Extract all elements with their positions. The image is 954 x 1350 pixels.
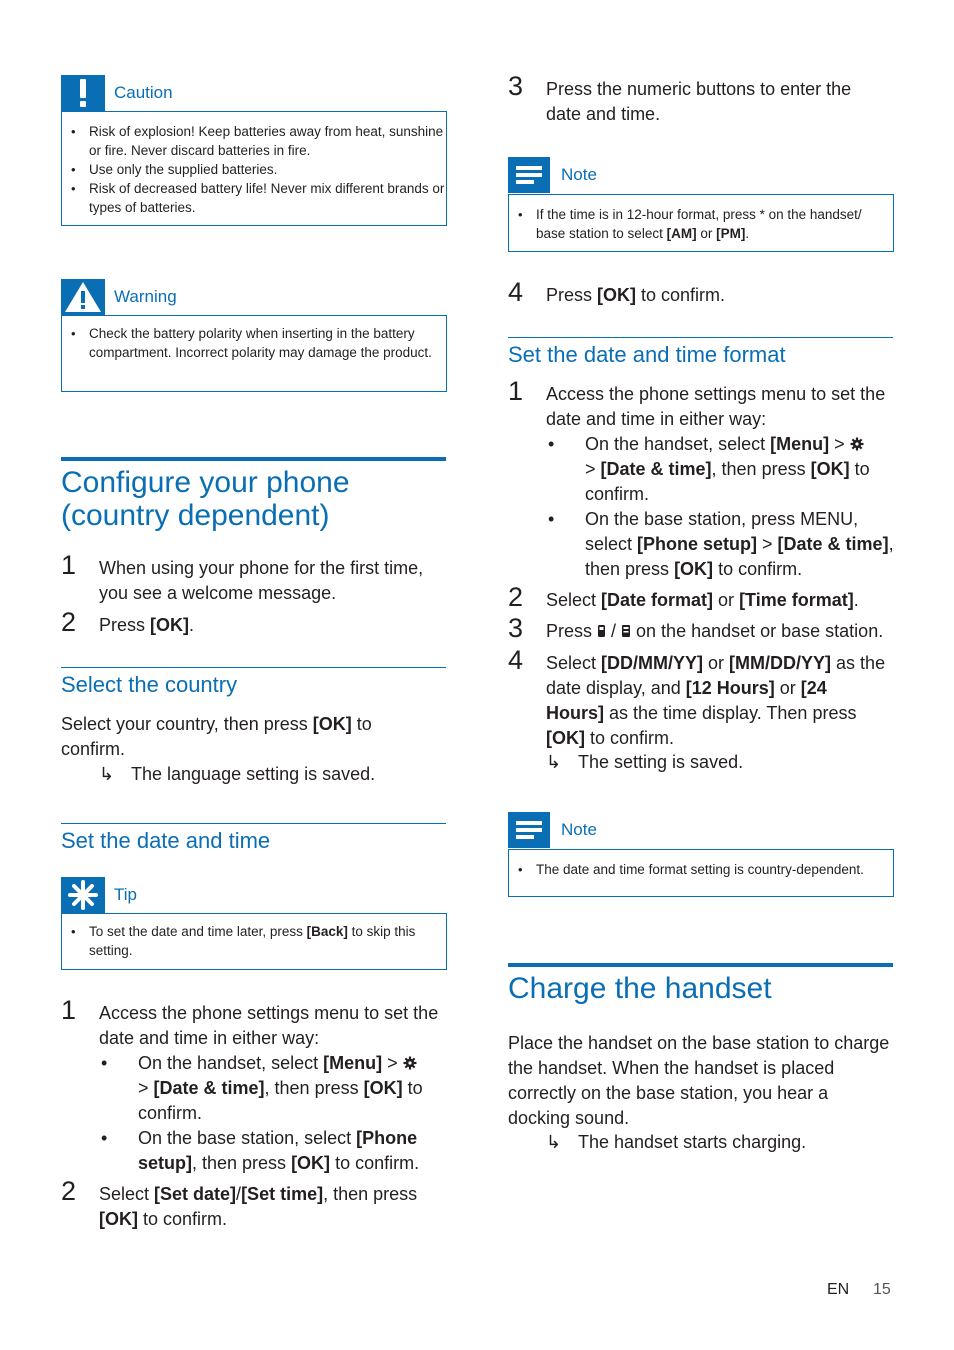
exclamation-icon [61, 75, 105, 111]
text: to confirm. [585, 728, 675, 748]
bullet: • [548, 434, 555, 454]
text: > [138, 1078, 154, 1098]
warning-title: Warning [114, 287, 177, 306]
key-label: [OK] [99, 1209, 138, 1229]
note-box [508, 194, 894, 252]
text: On the base station, press [585, 509, 801, 529]
key-label: MENU [800, 509, 854, 529]
result-text: The handset starts charging. [578, 1132, 807, 1152]
step-text [546, 651, 886, 751]
key-label: [OK] [363, 1078, 403, 1098]
bullet-text [138, 1126, 443, 1176]
note-title: Note [561, 820, 597, 839]
text: / [236, 1184, 242, 1204]
section-title-set-date: Set the date and time [61, 828, 271, 853]
step-text [99, 613, 444, 638]
key-label: [Date & time] [777, 534, 889, 554]
result-arrow-icon: ↳ [546, 1132, 562, 1152]
text: / [606, 621, 622, 641]
step-number: 4 [508, 277, 524, 307]
text: to confirm. [138, 1209, 228, 1229]
text: Select [99, 1184, 155, 1204]
key-label: [OK] [150, 615, 190, 635]
tip-star-icon [61, 877, 105, 913]
text: or [696, 226, 717, 241]
page-number: 15 [873, 1281, 891, 1298]
result-text: The language setting is saved. [131, 764, 376, 784]
text: > [757, 534, 778, 554]
text: On the base station, select [138, 1128, 357, 1148]
section-rule [508, 963, 893, 967]
footer-language: EN [827, 1281, 850, 1298]
paragraph: Place the handset on the base station to charge the handset. When the handset is placed correctly on the base station, you hear a docking sound. [508, 1033, 890, 1128]
list-item: • Check the battery polarity when inserting in the battery compartment. Incorrect polarity may damage the product. [62, 324, 446, 362]
key-label: [DD/MM/YY] [601, 653, 704, 673]
key-label: [Set time] [241, 1184, 324, 1204]
key-label: [Menu] [323, 1053, 383, 1073]
step-text [99, 1182, 429, 1232]
step-text [546, 283, 876, 308]
bullet-text [585, 507, 900, 582]
key-label: [Time format] [739, 590, 854, 610]
note-icon-box [508, 157, 550, 193]
step-text [546, 588, 891, 613]
handset-key-icon [597, 624, 606, 638]
text: to confirm. [713, 559, 803, 579]
text: , then press [711, 459, 811, 479]
text: To set the date and time later, press [89, 924, 307, 939]
text: to confirm. [585, 459, 870, 504]
text: . [745, 226, 750, 241]
key-label: [OK] [674, 559, 714, 579]
section-title-select-country: Select the country [61, 672, 238, 697]
step-number: 3 [508, 613, 524, 643]
key-label: [OK] [312, 714, 352, 734]
bullet: • [548, 509, 555, 529]
paragraph [61, 712, 406, 762]
section-rule [61, 667, 446, 668]
note-title: Note [561, 165, 597, 184]
tip-icon-box [61, 877, 105, 913]
step-number: 3 [508, 71, 524, 101]
tip-title: Tip [114, 885, 137, 904]
text: Press [546, 621, 598, 641]
warning-icon-box [61, 279, 105, 315]
result-arrow-icon: ↳ [99, 764, 115, 784]
bullet-text [138, 1051, 443, 1126]
text: > [829, 434, 850, 454]
text: , then press [323, 1184, 418, 1204]
text: or [703, 653, 730, 673]
caution-title: Caution [114, 83, 173, 102]
list-item [62, 922, 446, 960]
key-label: [Date & time] [600, 459, 712, 479]
step-text: When using your phone for the first time, you see a welcome message. [99, 558, 424, 603]
text: to confirm. [636, 285, 726, 305]
key-label: [Phone setup] [637, 534, 758, 554]
title-line: Configure your phone [61, 466, 350, 499]
key-label: [PM] [716, 226, 746, 241]
key-label: [Back] [306, 924, 348, 939]
base-key-icon [621, 624, 631, 638]
warning-triangle-icon [61, 279, 105, 315]
section-title-configure [61, 466, 350, 532]
step-text: Access the phone settings menu to set the date and time in either way: [99, 1003, 439, 1048]
text: Select [546, 590, 602, 610]
note-lines-icon [508, 812, 550, 848]
text: on the handset or base station. [631, 621, 884, 641]
key-label: [OK] [291, 1153, 331, 1173]
text: . [189, 615, 195, 635]
section-rule [61, 823, 446, 824]
step-number: 1 [61, 550, 77, 580]
text: to confirm. [138, 1078, 423, 1123]
key-label: [Phone setup] [138, 1128, 418, 1173]
section-rule [508, 337, 893, 338]
section-rule [61, 457, 446, 461]
text: Select [546, 653, 602, 673]
text: or [774, 678, 801, 698]
note-lines-icon [508, 157, 550, 193]
step-number: 2 [61, 1176, 77, 1206]
list-item: • Risk of explosion! Keep batteries away from heat, sunshine or fire. Never discard batteries in fire. [62, 122, 446, 160]
text: or [713, 590, 740, 610]
key-label: [Menu] [770, 434, 830, 454]
text: . [853, 590, 859, 610]
text: On the handset, select [138, 1053, 324, 1073]
bullet-text [585, 432, 890, 507]
list-item: • Use only the supplied batteries. [62, 160, 446, 179]
text: , select [585, 509, 859, 554]
text: as the date display, and [546, 653, 886, 698]
key-label: [OK] [546, 728, 585, 748]
list-item [509, 205, 885, 243]
caution-box [61, 111, 447, 226]
step-text: Press the numeric buttons to enter the date and time. [546, 79, 852, 124]
bullet: • [101, 1128, 108, 1148]
step-number: 1 [508, 376, 524, 406]
section-title-charge: Charge the handset [508, 972, 772, 1005]
key-label: [MM/DD/YY] [729, 653, 832, 673]
result-arrow-icon: ↳ [546, 752, 562, 772]
key-label: [Date format] [601, 590, 714, 610]
result-text: The setting is saved. [578, 752, 744, 772]
text: to skip this setting. [89, 924, 416, 958]
section-title-format: Set the date and time format [508, 342, 786, 367]
list-item: • The date and time format setting is country-dependent. [509, 860, 893, 879]
key-label: [AM] [666, 226, 697, 241]
key-label: [Date & time] [153, 1078, 265, 1098]
note-icon-box [508, 812, 550, 848]
title-line: (country dependent) [61, 499, 330, 532]
step-number: 1 [61, 995, 77, 1025]
text: On the handset, select [585, 434, 771, 454]
list-item: • Risk of decreased battery life! Never mix different brands or types of batteries. [62, 179, 446, 217]
text: Press [99, 615, 151, 635]
text: , then press [264, 1078, 364, 1098]
note-box [508, 849, 894, 897]
warning-box [61, 315, 447, 392]
gear-icon [850, 437, 864, 451]
text: , then press [585, 534, 894, 579]
text: as the time display. Then press [604, 703, 857, 723]
text: > [585, 459, 601, 479]
step-number: 2 [508, 582, 524, 612]
tip-box [61, 913, 447, 970]
text: to confirm. [61, 714, 372, 759]
key-label: [Set date] [154, 1184, 237, 1204]
gear-icon [403, 1056, 417, 1070]
caution-icon-box [61, 75, 105, 111]
bullet: • [101, 1053, 108, 1073]
step-number: 2 [61, 607, 77, 637]
step-text: Access the phone settings menu to set the date and time in either way: [546, 384, 886, 429]
key-label: [12 Hours] [685, 678, 775, 698]
text: to confirm. [330, 1153, 420, 1173]
text: > [382, 1053, 403, 1073]
key-label: [OK] [597, 285, 637, 305]
step-number: 4 [508, 645, 524, 675]
step-text [546, 619, 891, 644]
text: , then press [192, 1153, 292, 1173]
key-label: [24 Hours] [546, 678, 827, 723]
text: If the time is in 12-hour format, press * on the handset/ base station to select [536, 207, 862, 241]
text: Select your country, then press [61, 714, 313, 734]
text: Press [546, 285, 598, 305]
key-label: [OK] [810, 459, 850, 479]
